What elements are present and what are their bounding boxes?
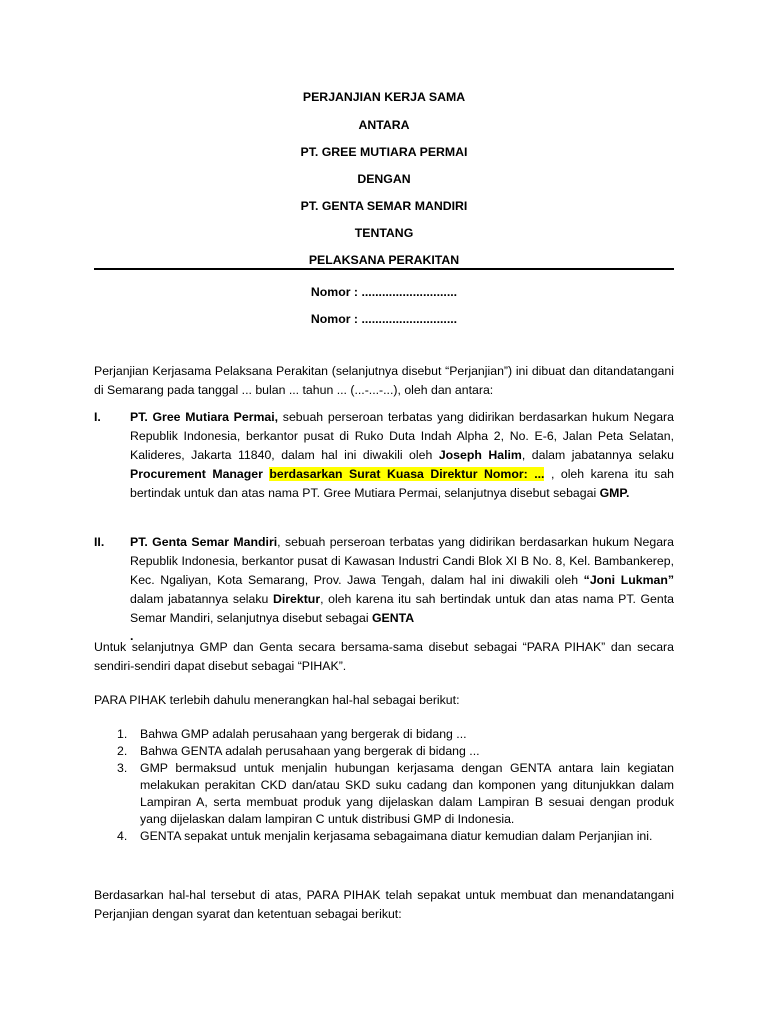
title-tentang: TENTANG: [354, 226, 414, 240]
party-1-rep-title: Procurement Manager: [130, 467, 263, 481]
party-1-alias: GMP.: [599, 486, 630, 500]
party-1-text-b: , dalam jabatannya selaku: [521, 448, 674, 462]
title-divider: [94, 268, 674, 270]
party-1-text-a: sebuah perseroan terbatas yang didirikan berdasarkan hukum Negara Republik Indonesia, berkantor pusat di Ruko Duta Indah Alpha 2, No. E-6, Jalan Peta Selatan, Kalideres, Jakarta 11840, dalam hal ini diwakili oleh: [130, 410, 674, 462]
nomor-line-2: Nomor : ............................: [310, 312, 458, 326]
title-subject: PELAKSANA PERAKITAN: [308, 253, 460, 267]
party-1-highlight: berdasarkan Surat Kuasa Direktur Nomor: ...: [269, 467, 545, 481]
party-2-trailing-dot: .: [130, 629, 134, 643]
party-2-text-b: dalam jabatannya selaku: [130, 592, 273, 606]
party-2-name: PT. Genta Semar Mandiri: [130, 535, 278, 549]
list-item-text: GMP bermaksud untuk menjalin hubungan kerjasama dengan GENTA antara lain kegiatan melakukan perakitan CKD dan/atau SKD suku cadang dan komponen yang ditunjukkan dalam Lampiran A, serta membuat produk yang dijelaskan dalam Lampiran B sesuai dengan produk yang dijelaskan dalam lampiran C untuk distribusi GMP di Indonesia.: [140, 761, 674, 826]
party-2-rep-title: Direktur: [272, 592, 321, 606]
party-2-numeral: II.: [94, 535, 105, 549]
list-item-text: Bahwa GENTA adalah perusahaan yang bergerak di bidang ...: [140, 744, 480, 758]
list-item-number: 4.: [117, 829, 128, 843]
intro-paragraph: Perjanjian Kerjasama Pelaksana Perakitan (selanjutnya disebut “Perjanjian”) ini dibuat dan ditandatangani di Semarang pada tanggal ... bulan ... tahun ... (...-...-...), oleh dan antara:: [94, 364, 674, 397]
nomor-line-1: Nomor : ............................: [310, 285, 458, 299]
list-item: [94, 743, 674, 760]
list-item-text: GENTA sepakat untuk menjalin kerjasama sebagaimana diatur kemudian dalam Perjanjian ini.: [140, 829, 653, 843]
party-1-numeral: I.: [94, 410, 101, 424]
party-2-rep-name: “Joni Lukman”: [583, 573, 674, 587]
party-1-paragraph: [130, 408, 674, 503]
title-party-1: PT. GREE MUTIARA PERMAI: [300, 145, 468, 159]
list-item-text: Bahwa GMP adalah perusahaan yang bergerak di bidang ...: [140, 727, 467, 741]
title-antara: ANTARA: [358, 118, 410, 132]
points-list: [94, 726, 674, 845]
party-2-paragraph: [130, 533, 674, 628]
party-2-text-a: , sebuah perseroan terbatas yang didirikan berdasarkan hukum Negara Republik Indonesia, berkantor pusat di Kawasan Industri Candi Blok XI B No. 8, Kel. Bambankerep, Kec. Ngaliyan, Kota Semarang, Prov. Jawa Tengah, dalam hal ini diwakili oleh: [130, 535, 674, 587]
list-item-number: 3.: [117, 761, 128, 775]
list-item-number: 1.: [117, 727, 128, 741]
explain-intro: PARA PIHAK terlebih dahulu menerangkan hal-hal sebagai berikut:: [94, 693, 460, 707]
party-1-name: PT. Gree Mutiara Permai,: [130, 410, 279, 424]
document-title: PERJANJIAN KERJA SAMA: [302, 90, 466, 104]
party-2-text-c: , oleh karena itu sah bertindak untuk dan atas nama PT. Genta Semar Mandiri, selanjutnya disebut sebagai: [130, 592, 674, 625]
list-item: [94, 760, 674, 828]
party-1-text-d: , oleh karena itu sah bertindak untuk dan atas nama PT. Gree Mutiara Permai, selanjutnya disebut sebagai: [130, 467, 674, 500]
list-item-number: 2.: [117, 744, 128, 758]
title-party-2: PT. GENTA SEMAR MANDIRI: [300, 199, 468, 213]
closing-paragraph: Berdasarkan hal-hal tersebut di atas, PARA PIHAK telah sepakat untuk membuat dan menandatangani Perjanjian dengan syarat dan ketentuan sebagai berikut:: [94, 888, 674, 921]
together-paragraph: Untuk selanjutnya GMP dan Genta secara bersama-sama disebut sebagai “PARA PIHAK” dan secara sendiri-sendiri dapat disebut sebagai “PIHAK”.: [94, 640, 674, 673]
list-item: [94, 828, 674, 845]
party-1-rep-name: Joseph Halim: [438, 448, 522, 462]
list-item: [94, 726, 674, 743]
party-2-alias: GENTA: [371, 611, 415, 625]
title-dengan: DENGAN: [357, 172, 411, 186]
